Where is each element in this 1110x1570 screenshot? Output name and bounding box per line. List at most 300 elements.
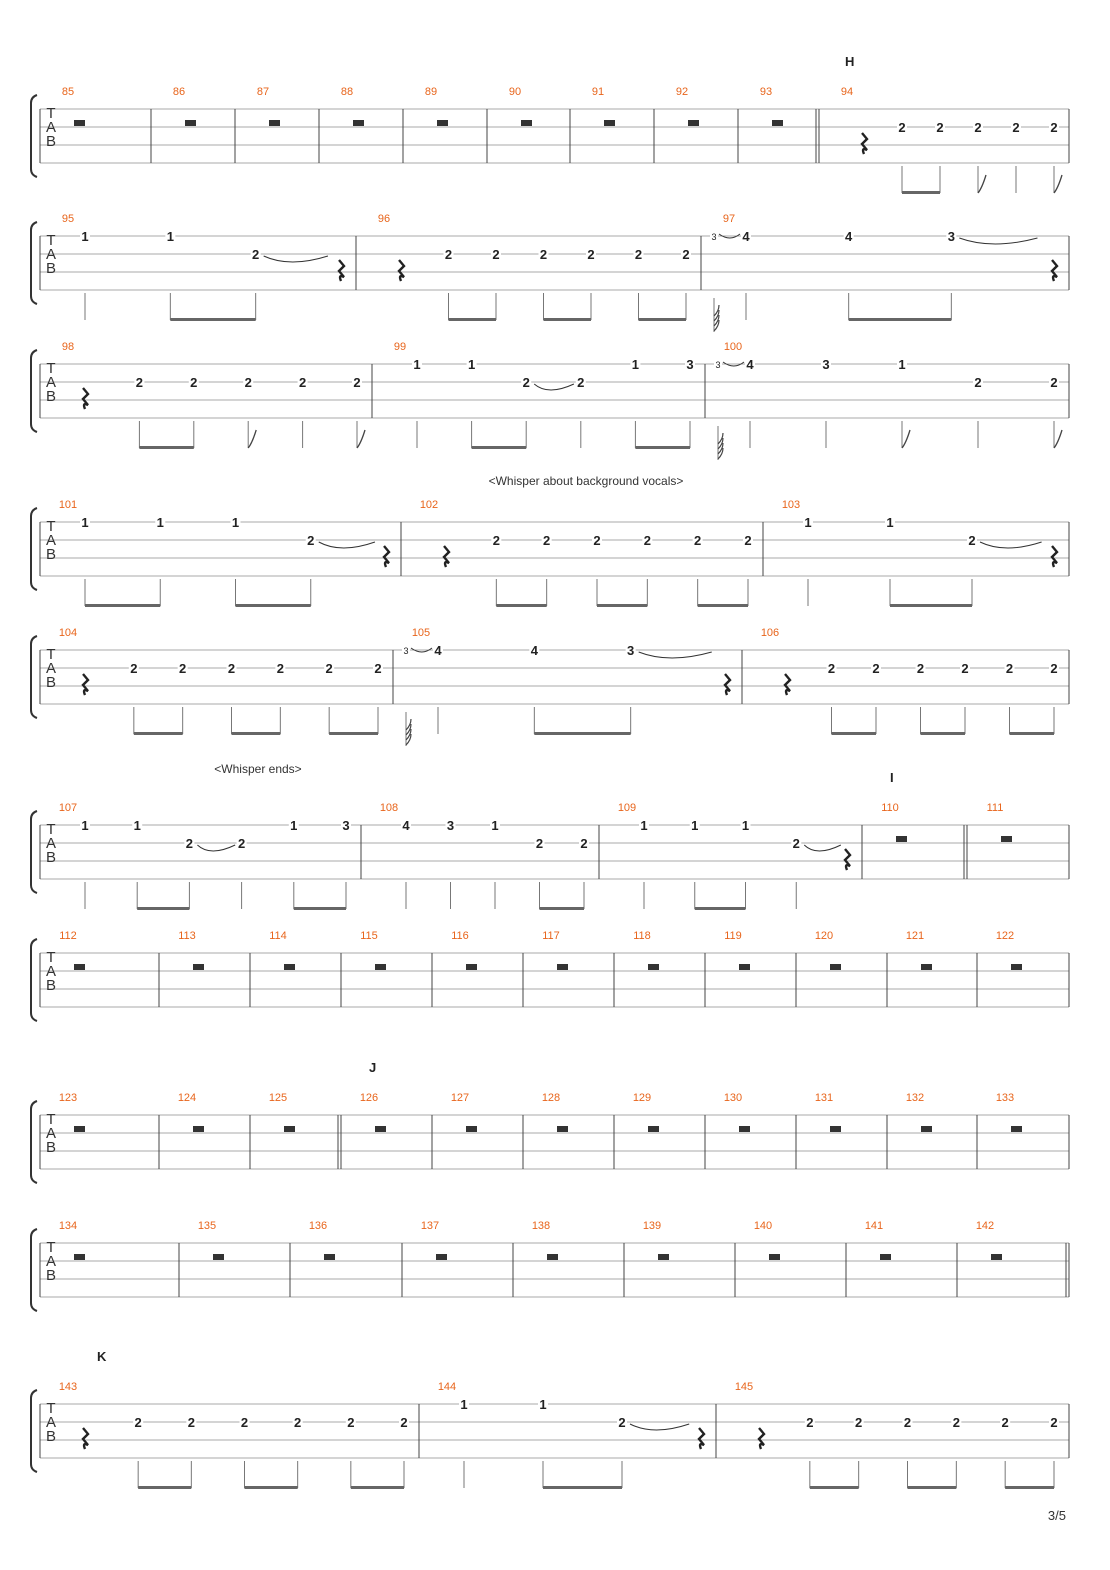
- system-bracket: [31, 222, 37, 304]
- fret-number: 2: [827, 661, 836, 676]
- fret-number: 2: [252, 247, 260, 262]
- fret-number: 2: [961, 661, 969, 676]
- tab-measure: [509, 86, 532, 126]
- tie-icon: [639, 652, 712, 658]
- whole-bar-rest-icon: [896, 836, 907, 842]
- tab-clef-letter: T: [46, 646, 56, 663]
- tab-measure: [881, 802, 907, 842]
- measure-number: 93: [759, 86, 773, 98]
- fret-number: 1: [231, 515, 240, 530]
- tab-clef-letter: B: [45, 133, 57, 150]
- fret-number: 1: [467, 357, 476, 372]
- quarter-rest-icon: [83, 388, 88, 409]
- whole-bar-rest-icon: [185, 120, 196, 126]
- tie-icon: [319, 542, 375, 548]
- tab-measure: [754, 1220, 780, 1260]
- tie-icon: [980, 542, 1042, 548]
- tab-measure: [815, 930, 841, 970]
- measure-number: 142: [975, 1220, 995, 1232]
- system-bracket: [31, 95, 37, 177]
- fret-number: 2: [806, 1415, 814, 1430]
- note-beam: [137, 907, 189, 910]
- tab-measure: [996, 930, 1022, 970]
- fret-number: 2: [898, 120, 906, 135]
- tab-clef-letter: T: [46, 105, 56, 122]
- whole-bar-rest-icon: [830, 1126, 841, 1132]
- measure-number: 108: [379, 802, 399, 814]
- measure-number: 113: [178, 930, 196, 942]
- whole-bar-rest-icon: [921, 1126, 932, 1132]
- tab-system: [31, 474, 1069, 607]
- note-flag: [978, 175, 986, 193]
- quarter-rest-icon: [1052, 546, 1057, 567]
- measure-number: 131: [814, 1092, 834, 1104]
- whole-bar-rest-icon: [1011, 964, 1022, 970]
- measure-number: 141: [864, 1220, 884, 1232]
- measure-number: 103: [781, 499, 801, 511]
- tab-clef-letter: A: [45, 1125, 57, 1142]
- whole-bar-rest-icon: [557, 964, 568, 970]
- measure-number: 143: [58, 1381, 78, 1393]
- whole-bar-rest-icon: [375, 964, 386, 970]
- whole-bar-rest-icon: [772, 120, 783, 126]
- measure-number: 116: [451, 930, 469, 942]
- fret-number: 1: [156, 515, 164, 530]
- system-bracket: [31, 1390, 37, 1472]
- section-marker: K: [97, 1349, 107, 1364]
- whole-bar-rest-icon: [830, 964, 841, 970]
- measure-number: 106: [760, 627, 780, 639]
- tab-system: [31, 1220, 1069, 1311]
- fret-number: 2: [374, 661, 382, 676]
- measure-number: 89: [424, 86, 438, 98]
- fret-number: 1: [886, 515, 894, 530]
- measure-number: 122: [995, 930, 1015, 942]
- fret-number: 2: [294, 1415, 302, 1430]
- note-flag: [1054, 175, 1062, 193]
- measure-number: 109: [617, 802, 637, 814]
- tab-measure: [735, 1381, 1059, 1489]
- note-beam: [540, 907, 585, 910]
- fret-number: 2: [1005, 661, 1014, 676]
- note-beam: [1010, 732, 1055, 735]
- tab-measure: [532, 1220, 558, 1260]
- tab-measure: [724, 1092, 750, 1132]
- note-beam: [138, 1486, 191, 1489]
- grace-fret-number: 3: [715, 360, 721, 370]
- fret-number: 2: [190, 375, 198, 390]
- note-beam: [810, 1486, 859, 1489]
- tab-system: [31, 930, 1069, 1021]
- text-annotation: <Whisper about background vocals>: [488, 474, 684, 488]
- note-beam: [232, 732, 281, 735]
- measure-number: 88: [340, 86, 354, 98]
- whole-bar-rest-icon: [353, 120, 364, 126]
- note-beam: [329, 732, 378, 735]
- tab-measure: [592, 86, 615, 126]
- fret-number: 4: [434, 643, 442, 658]
- fret-number: 2: [936, 120, 944, 135]
- section-marker: H: [845, 54, 855, 69]
- whole-bar-rest-icon: [1001, 836, 1012, 842]
- fret-number: 2: [353, 375, 361, 390]
- fret-number: 3: [446, 818, 455, 833]
- fret-number: 2: [916, 661, 925, 676]
- measure-number: 100: [723, 341, 743, 353]
- tab-clef-letter: B: [45, 1267, 57, 1284]
- fret-number: 2: [593, 533, 601, 548]
- tab-clef-letter: A: [45, 1414, 57, 1431]
- tab-measure: [841, 86, 1062, 194]
- section-marker: I: [890, 770, 894, 785]
- whole-bar-rest-icon: [921, 964, 932, 970]
- quarter-rest-icon: [444, 546, 449, 567]
- tab-clef-letter: A: [45, 246, 57, 263]
- tab-system: [31, 627, 1069, 746]
- whole-bar-rest-icon: [1011, 1126, 1022, 1132]
- fret-number: 2: [444, 247, 453, 262]
- tab-clef-letter: T: [46, 1400, 56, 1417]
- measure-number: 92: [675, 86, 689, 98]
- fret-number: 2: [244, 375, 252, 390]
- measure-number: 140: [753, 1220, 773, 1232]
- tab-measure: [62, 86, 85, 126]
- tab-measure: [996, 1092, 1022, 1132]
- tab-measure: [987, 802, 1012, 842]
- tab-system: [31, 1060, 1069, 1183]
- fret-number: 3: [947, 229, 955, 244]
- measure-number: 99: [393, 341, 407, 353]
- fret-number: 2: [307, 533, 315, 548]
- tab-clef-letter: B: [45, 977, 57, 994]
- note-beam: [134, 732, 183, 735]
- tab-measure: [760, 86, 783, 126]
- fret-number: 1: [691, 818, 699, 833]
- tab-clef-letter: A: [45, 119, 57, 136]
- whole-bar-rest-icon: [74, 1126, 85, 1132]
- tab-measure: [173, 86, 196, 126]
- note-beam: [849, 318, 952, 321]
- tab-measure: [633, 930, 659, 970]
- tab-measure: [676, 86, 699, 126]
- tab-measure: [425, 86, 448, 126]
- fret-number: 2: [298, 375, 307, 390]
- note-beam: [698, 604, 748, 607]
- fret-number: 2: [744, 533, 752, 548]
- tab-measure: [618, 802, 850, 910]
- system-bracket: [31, 939, 37, 1021]
- measure-number: 85: [61, 86, 75, 98]
- note-beam: [695, 907, 746, 910]
- measure-number: 105: [411, 627, 431, 639]
- tie-icon: [197, 845, 235, 851]
- tab-clef-letter: B: [45, 388, 57, 405]
- note-beam: [534, 732, 630, 735]
- system-bracket: [31, 636, 37, 718]
- fret-number: 2: [227, 661, 236, 676]
- whole-bar-rest-icon: [466, 1126, 477, 1132]
- fret-number: 2: [903, 1415, 912, 1430]
- tab-measure: [451, 930, 477, 970]
- fret-number: 2: [587, 247, 595, 262]
- fret-number: 2: [1050, 375, 1058, 390]
- fret-number: 3: [822, 357, 830, 372]
- system-bracket: [31, 350, 37, 432]
- measure-number: 98: [61, 341, 75, 353]
- tab-clef-letter: T: [46, 949, 56, 966]
- tab-clef-letter: A: [45, 835, 57, 852]
- tab-measure: [269, 1092, 295, 1132]
- fret-number: 2: [1050, 1415, 1058, 1430]
- whole-bar-rest-icon: [324, 1254, 335, 1260]
- quarter-rest-icon: [759, 1428, 764, 1449]
- tab-measure: [59, 1220, 85, 1260]
- system-bracket: [31, 1229, 37, 1311]
- fret-number: 2: [535, 836, 544, 851]
- note-beam: [472, 446, 527, 449]
- whole-bar-rest-icon: [991, 1254, 1002, 1260]
- fret-number: 2: [135, 375, 144, 390]
- measure-number: 136: [308, 1220, 328, 1232]
- fret-number: 4: [402, 818, 410, 833]
- tab-clef-letter: A: [45, 660, 57, 677]
- tab-measure: [360, 1092, 386, 1132]
- fret-number: 2: [694, 533, 702, 548]
- quarter-rest-icon: [339, 260, 344, 281]
- tab-measure: [178, 1092, 204, 1132]
- tab-clef-letter: A: [45, 1253, 57, 1270]
- measure-number: 124: [177, 1092, 197, 1104]
- grace-fret-number: 3: [711, 232, 717, 242]
- note-beam: [351, 1486, 404, 1489]
- tab-clef-letter: A: [45, 374, 57, 391]
- whole-bar-rest-icon: [688, 120, 699, 126]
- fret-number: 2: [134, 1415, 142, 1430]
- note-flag: [1054, 430, 1062, 448]
- measure-number: 112: [59, 930, 77, 942]
- tab-clef-letter: B: [45, 849, 57, 866]
- measure-number: 132: [905, 1092, 925, 1104]
- note-beam: [597, 604, 647, 607]
- note-beam: [245, 1486, 298, 1489]
- tab-measure: [451, 1092, 477, 1132]
- tab-clef-letter: A: [45, 963, 57, 980]
- fret-number: 1: [81, 515, 89, 530]
- note-beam: [921, 732, 966, 735]
- fret-number: 2: [792, 836, 800, 851]
- whole-bar-rest-icon: [880, 1254, 891, 1260]
- fret-number: 3: [627, 643, 635, 658]
- tab-system: [31, 213, 1069, 332]
- note-beam: [832, 732, 877, 735]
- tab-measure: [378, 213, 691, 321]
- whole-bar-rest-icon: [74, 964, 85, 970]
- measure-number: 127: [450, 1092, 470, 1104]
- measure-number: 114: [269, 930, 287, 942]
- tab-clef-letter: B: [45, 546, 57, 563]
- tab-measure: [62, 213, 344, 321]
- whole-bar-rest-icon: [648, 1126, 659, 1132]
- fret-number: 1: [898, 357, 906, 372]
- fret-number: 2: [240, 1415, 249, 1430]
- tab-score: [31, 54, 1069, 1489]
- tab-measure: [865, 1220, 891, 1260]
- note-beam: [1005, 1486, 1054, 1489]
- tab-measure: [906, 930, 932, 970]
- measure-number: 97: [722, 213, 736, 225]
- fret-number: 2: [492, 533, 500, 548]
- measure-number: 94: [840, 86, 854, 98]
- fret-number: 4: [530, 643, 538, 658]
- measure-number: 86: [172, 86, 186, 98]
- tab-measure: [420, 499, 753, 607]
- measure-number: 102: [419, 499, 439, 511]
- fret-number: 1: [741, 818, 750, 833]
- quarter-rest-icon: [785, 674, 790, 695]
- measure-number: 104: [58, 627, 78, 639]
- fret-number: 2: [187, 1415, 195, 1430]
- measure-number: 129: [632, 1092, 652, 1104]
- whole-bar-rest-icon: [739, 964, 750, 970]
- quarter-rest-icon: [725, 674, 730, 695]
- fret-number: 1: [81, 818, 89, 833]
- fret-number: 2: [634, 247, 643, 262]
- tab-measure: [724, 930, 750, 970]
- tab-measure: [341, 86, 364, 126]
- note-beam: [902, 191, 940, 194]
- fret-number: 2: [974, 120, 982, 135]
- tab-clef-letter: A: [45, 532, 57, 549]
- measure-number: 144: [437, 1381, 457, 1393]
- tab-measure: [198, 1220, 224, 1260]
- tab-clef-letter: T: [46, 821, 56, 838]
- fret-number: 1: [804, 515, 812, 530]
- fret-number: 3: [686, 357, 694, 372]
- tab-measure: [380, 802, 589, 910]
- tab-measure: [59, 499, 389, 607]
- fret-number: 4: [746, 357, 754, 372]
- note-flag: [248, 430, 256, 448]
- tab-measure: [59, 930, 85, 970]
- whole-bar-rest-icon: [604, 120, 615, 126]
- grace-fret-number: 3: [403, 646, 409, 656]
- tab-system: [31, 341, 1069, 460]
- tie-icon: [534, 384, 574, 390]
- tab-measure: [643, 1220, 669, 1260]
- tab-measure: [59, 627, 383, 735]
- tab-measure: [633, 1092, 659, 1132]
- page-number: 3/5: [1047, 1508, 1066, 1523]
- tab-measure: [906, 1092, 932, 1132]
- quarter-rest-icon: [384, 546, 389, 567]
- measure-number: 135: [197, 1220, 217, 1232]
- whole-bar-rest-icon: [213, 1254, 224, 1260]
- note-beam: [543, 1486, 622, 1489]
- whole-bar-rest-icon: [521, 120, 532, 126]
- fret-number: 2: [855, 1415, 863, 1430]
- measure-number: 126: [359, 1092, 379, 1104]
- tab-clef-letter: B: [45, 1139, 57, 1156]
- measure-number: 107: [58, 802, 78, 814]
- whole-bar-rest-icon: [547, 1254, 558, 1260]
- tab-clef-letter: B: [45, 674, 57, 691]
- whole-bar-rest-icon: [769, 1254, 780, 1260]
- whole-bar-rest-icon: [466, 964, 477, 970]
- fret-number: 1: [166, 229, 174, 244]
- tie-icon: [959, 238, 1037, 244]
- quarter-rest-icon: [845, 849, 850, 870]
- note-beam: [544, 318, 592, 321]
- tab-measure: [394, 341, 695, 449]
- tab-clef-letter: B: [45, 1428, 57, 1445]
- fret-number: 2: [580, 836, 588, 851]
- whole-bar-rest-icon: [375, 1126, 386, 1132]
- fret-number: 2: [276, 661, 284, 676]
- tab-measure: [59, 802, 351, 910]
- tab-measure: [59, 1092, 85, 1132]
- tab-measure: [542, 930, 568, 970]
- tab-measure: [421, 1220, 447, 1260]
- fret-number: 2: [968, 533, 976, 548]
- measure-number: 134: [58, 1220, 78, 1232]
- fret-number: 2: [682, 247, 690, 262]
- note-beam: [496, 604, 546, 607]
- tab-system: [31, 762, 1069, 910]
- measure-number: 101: [58, 499, 78, 511]
- whole-bar-rest-icon: [193, 964, 204, 970]
- fret-number: 2: [539, 247, 548, 262]
- tab-measure: [782, 499, 1057, 607]
- quarter-rest-icon: [399, 260, 404, 281]
- tab-system: [31, 54, 1069, 194]
- tab-measure: [976, 1220, 1002, 1260]
- measure-number: 139: [642, 1220, 662, 1232]
- tab-clef-letter: T: [46, 1111, 56, 1128]
- fret-number: 1: [539, 1397, 547, 1412]
- measure-number: 145: [734, 1381, 754, 1393]
- measure-number: 137: [420, 1220, 440, 1232]
- fret-number: 2: [237, 836, 246, 851]
- measure-number: 95: [61, 213, 75, 225]
- fret-number: 1: [413, 357, 421, 372]
- measure-number: 87: [256, 86, 270, 98]
- measure-number: 133: [995, 1092, 1015, 1104]
- whole-bar-rest-icon: [74, 1254, 85, 1260]
- whole-bar-rest-icon: [284, 964, 295, 970]
- whole-bar-rest-icon: [193, 1126, 204, 1132]
- tie-icon: [264, 256, 328, 262]
- fret-number: 2: [492, 247, 500, 262]
- note-beam: [890, 604, 972, 607]
- fret-number: 2: [325, 661, 333, 676]
- measure-number: 125: [268, 1092, 288, 1104]
- tab-measure: [815, 1092, 841, 1132]
- tab-measure: [59, 1381, 409, 1489]
- fret-number: 2: [400, 1415, 408, 1430]
- fret-number: 1: [81, 229, 89, 244]
- note-flag: [357, 430, 365, 448]
- whole-bar-rest-icon: [269, 120, 280, 126]
- tab-clef-letter: T: [46, 232, 56, 249]
- fret-number: 2: [1001, 1415, 1009, 1430]
- quarter-rest-icon: [1052, 260, 1057, 281]
- note-beam: [170, 318, 255, 321]
- tab-measure: [360, 930, 386, 970]
- fret-number: 2: [1050, 120, 1058, 135]
- measure-number: 128: [541, 1092, 561, 1104]
- note-beam: [449, 318, 497, 321]
- fret-number: 2: [179, 661, 187, 676]
